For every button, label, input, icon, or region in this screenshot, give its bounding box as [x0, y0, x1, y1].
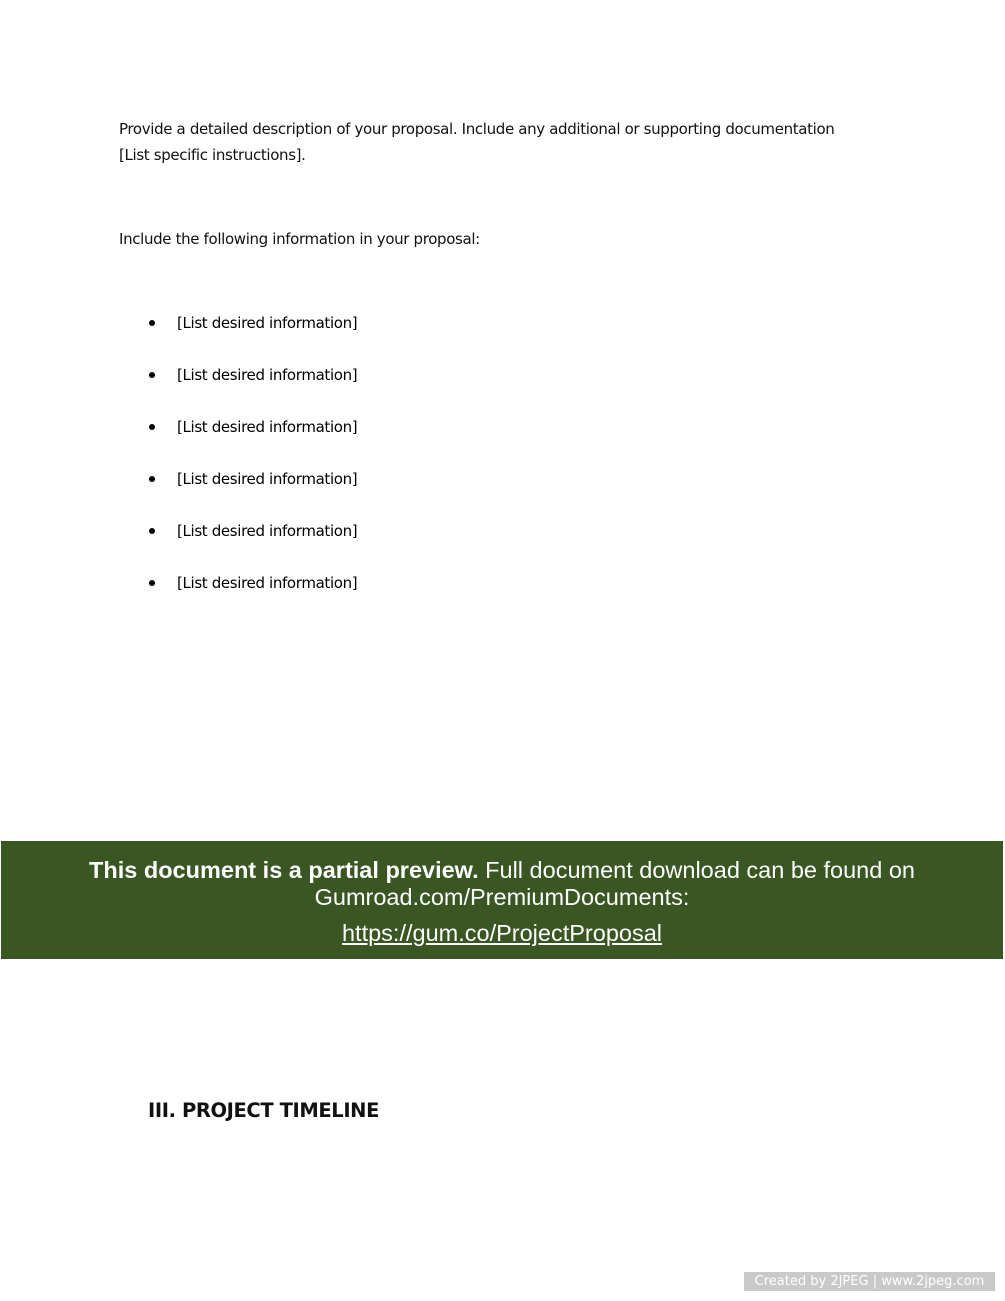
list-item — [144, 466, 357, 518]
list-item — [144, 414, 357, 466]
bullet-icon — [149, 528, 155, 534]
preview-banner — [1, 841, 1003, 959]
bullet-icon — [149, 580, 155, 586]
banner-line-1 — [1, 857, 1003, 884]
bullet-icon — [149, 372, 155, 378]
bullet-icon — [149, 320, 155, 326]
bullet-text: [List desired information] — [177, 366, 358, 384]
watermark: Created by 2JPEG | www.2jpeg.com — [744, 1272, 995, 1291]
bullet-icon — [149, 476, 155, 482]
intro-paragraph — [119, 116, 834, 168]
download-link[interactable]: https://gum.co/ProjectProposal — [341, 920, 662, 946]
include-instruction: Include the following information in your proposal: — [119, 230, 480, 248]
list-item — [144, 362, 357, 414]
intro-line-1: Provide a detailed description of your proposal. Include any additional or supporting documentation — [119, 120, 835, 138]
banner-normal-text: Full document download can be found on — [478, 857, 915, 883]
bullet-icon — [149, 424, 155, 430]
bullet-text: [List desired information] — [177, 418, 358, 436]
bullet-text: [List desired information] — [177, 522, 358, 540]
list-item — [144, 310, 357, 362]
list-item — [144, 570, 357, 622]
list-item — [144, 518, 357, 570]
banner-bold-text: This document is a partial preview. — [89, 857, 479, 883]
section-heading: III. PROJECT TIMELINE — [148, 1099, 380, 1122]
banner-link-row — [1, 919, 1003, 947]
bullet-text: [List desired information] — [177, 314, 358, 332]
info-bullet-list — [144, 310, 357, 622]
bullet-text: [List desired information] — [177, 470, 358, 488]
intro-line-2: [List specific instructions]. — [119, 146, 306, 164]
banner-line-2: Gumroad.com/PremiumDocuments: — [314, 884, 690, 910]
bullet-text: [List desired information] — [177, 574, 358, 592]
